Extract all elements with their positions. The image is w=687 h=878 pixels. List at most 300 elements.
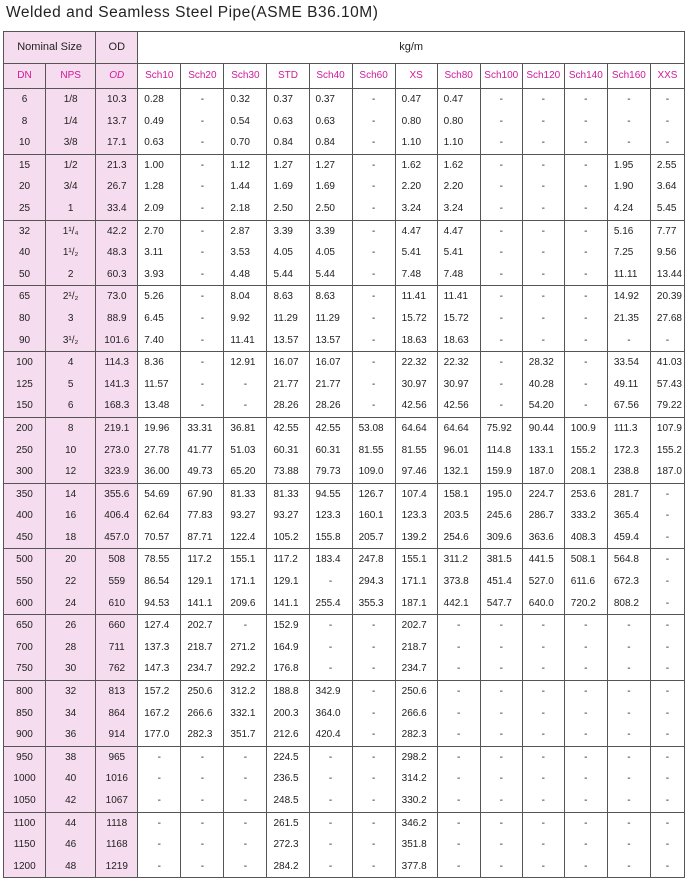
table-cell: 171.1: [395, 571, 437, 593]
table-cell: -: [480, 374, 522, 396]
table-cell: -: [564, 308, 607, 330]
table-cell: 5.41: [395, 242, 437, 264]
table-cell: 41.77: [181, 440, 224, 462]
table-cell: -: [437, 615, 480, 637]
table-cell: 508: [96, 549, 138, 571]
table-cell: -: [437, 724, 480, 746]
table-cell: 342.9: [309, 681, 352, 703]
table-cell: -: [181, 834, 224, 856]
table-cell: -: [352, 637, 395, 659]
column-header: Sch100: [480, 64, 522, 89]
table-cell: 4.24: [607, 198, 650, 220]
table-cell: 18.63: [437, 330, 480, 352]
table-cell: -: [522, 658, 564, 680]
table-cell: 10: [4, 132, 46, 154]
table-cell: 309.6: [480, 527, 522, 549]
table-cell: -: [138, 746, 181, 768]
table-cell: 0.84: [309, 132, 352, 154]
table-cell: 1.00: [138, 154, 181, 176]
table-cell: -: [522, 856, 564, 878]
table-cell: -: [352, 856, 395, 878]
table-cell: 2.20: [437, 176, 480, 198]
table-cell: 133.1: [522, 440, 564, 462]
table-cell: 13.7: [96, 111, 138, 133]
table-cell: -: [607, 703, 650, 725]
table-cell: 10: [46, 440, 96, 462]
table-cell: -: [138, 834, 181, 856]
table-cell: 1.27: [267, 154, 309, 176]
table-cell: 15.72: [437, 308, 480, 330]
table-cell: -: [352, 395, 395, 417]
table-cell: 254.6: [437, 527, 480, 549]
table-cell: 12: [46, 461, 96, 483]
table-cell: -: [352, 286, 395, 308]
table-cell: -: [607, 330, 650, 352]
table-cell: -: [650, 615, 684, 637]
table-cell: -: [352, 834, 395, 856]
table-cell: 3/8: [46, 132, 96, 154]
table-cell: -: [522, 790, 564, 812]
table-cell: -: [650, 483, 684, 505]
table-cell: 451.4: [480, 571, 522, 593]
table-cell: 300: [4, 461, 46, 483]
table-row: [4, 505, 685, 527]
table-cell: 100.9: [564, 417, 607, 439]
table-cell: 8: [4, 111, 46, 133]
table-cell: -: [564, 768, 607, 790]
table-cell: -: [564, 374, 607, 396]
table-cell: 94.53: [138, 593, 181, 615]
table-cell: 64.64: [395, 417, 437, 439]
table-cell: -: [352, 264, 395, 286]
table-cell: 1016: [96, 768, 138, 790]
table-cell: -: [522, 637, 564, 659]
table-cell: -: [607, 89, 650, 111]
table-cell: 0.37: [267, 89, 309, 111]
table-cell: -: [650, 111, 684, 133]
table-cell: -: [522, 330, 564, 352]
table-cell: 203.5: [437, 505, 480, 527]
table-cell: 164.9: [267, 637, 309, 659]
table-cell: 93.27: [224, 505, 267, 527]
table-cell: -: [437, 658, 480, 680]
table-cell: 209.6: [224, 593, 267, 615]
table-cell: 1.28: [138, 176, 181, 198]
table-cell: 90.44: [522, 417, 564, 439]
table-cell: 610: [96, 593, 138, 615]
table-cell: 7.40: [138, 330, 181, 352]
column-header: OD: [96, 64, 138, 89]
table-cell: 155.1: [224, 549, 267, 571]
table-cell: 1000: [4, 768, 46, 790]
table-cell: -: [224, 768, 267, 790]
table-cell: 1050: [4, 790, 46, 812]
column-header-row: [4, 64, 685, 89]
table-row: [4, 132, 685, 154]
table-cell: 2.09: [138, 198, 181, 220]
table-cell: -: [564, 703, 607, 725]
table-cell: 2.50: [267, 198, 309, 220]
table-cell: 22.32: [395, 352, 437, 374]
table-cell: -: [650, 703, 684, 725]
table-cell: -: [480, 308, 522, 330]
table-cell: -: [309, 571, 352, 593]
table-cell: 273.0: [96, 440, 138, 462]
table-cell: -: [607, 768, 650, 790]
table-cell: -: [564, 352, 607, 374]
table-cell: -: [480, 132, 522, 154]
table-cell: -: [564, 724, 607, 746]
table-cell: 236.5: [267, 768, 309, 790]
table-cell: 20.39: [650, 286, 684, 308]
table-cell: 1/4: [46, 111, 96, 133]
table-cell: 1.90: [607, 176, 650, 198]
table-cell: 11.41: [224, 330, 267, 352]
table-cell: 155.1: [395, 549, 437, 571]
table-cell: 100: [4, 352, 46, 374]
table-cell: 126.7: [352, 483, 395, 505]
table-cell: -: [650, 593, 684, 615]
table-cell: -: [437, 856, 480, 878]
table-cell: 281.7: [607, 483, 650, 505]
table-cell: -: [607, 790, 650, 812]
table-cell: 3/4: [46, 176, 96, 198]
table-row: [4, 527, 685, 549]
table-cell: 6: [4, 89, 46, 111]
table-cell: 298.2: [395, 746, 437, 768]
table-cell: 187.0: [522, 461, 564, 483]
table-cell: -: [564, 132, 607, 154]
table-cell: 218.7: [395, 637, 437, 659]
table-cell: -: [480, 242, 522, 264]
table-cell: 202.7: [181, 615, 224, 637]
table-cell: 94.55: [309, 483, 352, 505]
table-cell: 8.63: [309, 286, 352, 308]
table-cell: 122.4: [224, 527, 267, 549]
table-cell: 28.26: [267, 395, 309, 417]
column-header: XXS: [650, 64, 684, 89]
table-cell: -: [607, 637, 650, 659]
table-cell: -: [480, 768, 522, 790]
table-cell: -: [437, 703, 480, 725]
table-cell: 88.9: [96, 308, 138, 330]
table-cell: -: [138, 790, 181, 812]
table-row: [4, 703, 685, 725]
table-cell: 212.6: [267, 724, 309, 746]
table-cell: 1.69: [309, 176, 352, 198]
table-cell: -: [522, 220, 564, 242]
table-cell: 21.77: [309, 374, 352, 396]
table-cell: 53.08: [352, 417, 395, 439]
table-cell: 218.7: [181, 637, 224, 659]
table-row: [4, 724, 685, 746]
table-cell: 420.4: [309, 724, 352, 746]
table-cell: -: [181, 790, 224, 812]
table-cell: 70.57: [138, 527, 181, 549]
table-cell: 11.57: [138, 374, 181, 396]
table-cell: 49.73: [181, 461, 224, 483]
table-row: [4, 374, 685, 396]
table-cell: 314.2: [395, 768, 437, 790]
table-cell: 48: [46, 856, 96, 878]
table-row: [4, 220, 685, 242]
table-cell: -: [181, 286, 224, 308]
table-cell: 564.8: [607, 549, 650, 571]
table-cell: 32: [46, 681, 96, 703]
table-cell: 1/8: [46, 89, 96, 111]
table-cell: -: [352, 681, 395, 703]
table-cell: 282.3: [395, 724, 437, 746]
table-cell: -: [522, 703, 564, 725]
table-cell: 36.00: [138, 461, 181, 483]
table-cell: 107.9: [650, 417, 684, 439]
table-cell: 40.28: [522, 374, 564, 396]
table-cell: 4.05: [267, 242, 309, 264]
table-cell: -: [564, 812, 607, 834]
table-cell: 250.6: [395, 681, 437, 703]
table-cell: -: [352, 790, 395, 812]
table-cell: 44: [46, 812, 96, 834]
table-cell: 1.27: [309, 154, 352, 176]
table-cell: -: [309, 834, 352, 856]
table-cell: -: [181, 111, 224, 133]
table-cell: 2.55: [650, 154, 684, 176]
table-cell: -: [480, 681, 522, 703]
table-cell: -: [224, 615, 267, 637]
table-cell: 0.47: [437, 89, 480, 111]
table-cell: 111.3: [607, 417, 650, 439]
table-cell: 720.2: [564, 593, 607, 615]
table-cell: -: [564, 834, 607, 856]
table-cell: -: [522, 198, 564, 220]
table-cell: 73.88: [267, 461, 309, 483]
table-cell: 28.26: [309, 395, 352, 417]
table-cell: 155.2: [564, 440, 607, 462]
table-row: [4, 812, 685, 834]
table-cell: 26: [46, 615, 96, 637]
table-cell: -: [607, 111, 650, 133]
table-cell: 40: [4, 242, 46, 264]
table-cell: 6.45: [138, 308, 181, 330]
table-cell: 26.7: [96, 176, 138, 198]
table-cell: 0.84: [267, 132, 309, 154]
table-cell: -: [352, 703, 395, 725]
table-cell: -: [352, 308, 395, 330]
table-cell: 373.8: [437, 571, 480, 593]
table-cell: 3.53: [224, 242, 267, 264]
pipe-weight-table: [3, 31, 685, 878]
table-cell: -: [480, 89, 522, 111]
table-cell: 21.35: [607, 308, 650, 330]
table-cell: 1.62: [437, 154, 480, 176]
table-cell: 73.0: [96, 286, 138, 308]
table-cell: 559: [96, 571, 138, 593]
table-cell: -: [437, 790, 480, 812]
table-cell: 33.31: [181, 417, 224, 439]
table-cell: -: [564, 615, 607, 637]
od-header: OD: [96, 32, 138, 64]
table-cell: -: [650, 724, 684, 746]
table-cell: 79.73: [309, 461, 352, 483]
table-cell: 155.2: [650, 440, 684, 462]
table-cell: 176.8: [267, 658, 309, 680]
table-cell: -: [352, 198, 395, 220]
table-cell: -: [650, 746, 684, 768]
table-cell: -: [224, 746, 267, 768]
table-cell: 965: [96, 746, 138, 768]
table-cell: 1118: [96, 812, 138, 834]
table-cell: 286.7: [522, 505, 564, 527]
table-cell: 312.2: [224, 681, 267, 703]
table-cell: -: [181, 812, 224, 834]
table-cell: -: [224, 856, 267, 878]
table-cell: 208.1: [564, 461, 607, 483]
table-cell: 117.2: [181, 549, 224, 571]
table-cell: 442.1: [437, 593, 480, 615]
table-cell: 97.46: [395, 461, 437, 483]
table-cell: 2.70: [138, 220, 181, 242]
table-cell: 3.24: [395, 198, 437, 220]
table-cell: 255.4: [309, 593, 352, 615]
table-cell: 5.44: [309, 264, 352, 286]
table-cell: 75.92: [480, 417, 522, 439]
table-cell: -: [522, 89, 564, 111]
table-cell: -: [522, 286, 564, 308]
table-cell: -: [181, 768, 224, 790]
table-cell: -: [522, 746, 564, 768]
table-cell: 224.7: [522, 483, 564, 505]
table-cell: 238.8: [607, 461, 650, 483]
table-cell: 0.47: [395, 89, 437, 111]
column-header: Sch140: [564, 64, 607, 89]
table-cell: 11.11: [607, 264, 650, 286]
table-cell: -: [564, 395, 607, 417]
table-cell: -: [522, 264, 564, 286]
table-cell: -: [352, 374, 395, 396]
table-cell: 1¹/₄: [46, 220, 96, 242]
table-cell: -: [522, 681, 564, 703]
table-cell: 351.7: [224, 724, 267, 746]
table-row: [4, 549, 685, 571]
table-cell: -: [352, 220, 395, 242]
table-cell: 5.16: [607, 220, 650, 242]
table-cell: 16: [46, 505, 96, 527]
table-row: [4, 330, 685, 352]
table-cell: -: [181, 330, 224, 352]
unit-header: kg/m: [138, 32, 685, 64]
table-cell: -: [564, 637, 607, 659]
table-cell: 271.2: [224, 637, 267, 659]
table-cell: 611.6: [564, 571, 607, 593]
table-cell: 114.8: [480, 440, 522, 462]
table-cell: 3.11: [138, 242, 181, 264]
table-cell: -: [437, 681, 480, 703]
table-cell: -: [352, 132, 395, 154]
table-cell: 660: [96, 615, 138, 637]
table-cell: -: [352, 352, 395, 374]
table-cell: -: [480, 856, 522, 878]
table-cell: -: [650, 856, 684, 878]
table-cell: 80: [4, 308, 46, 330]
table-cell: -: [480, 834, 522, 856]
table-cell: 177.0: [138, 724, 181, 746]
table-cell: 3: [46, 308, 96, 330]
table-cell: 205.7: [352, 527, 395, 549]
table-cell: -: [309, 746, 352, 768]
table-cell: 0.49: [138, 111, 181, 133]
column-header: XS: [395, 64, 437, 89]
table-cell: -: [650, 681, 684, 703]
table-cell: 22.32: [437, 352, 480, 374]
table-cell: -: [480, 264, 522, 286]
table-cell: 250: [4, 440, 46, 462]
table-cell: 202.7: [395, 615, 437, 637]
table-cell: -: [650, 89, 684, 111]
table-cell: 224.5: [267, 746, 309, 768]
table-cell: 600: [4, 593, 46, 615]
table-cell: 0.63: [267, 111, 309, 133]
table-cell: 4.48: [224, 264, 267, 286]
table-cell: 160.1: [352, 505, 395, 527]
table-cell: 527.0: [522, 571, 564, 593]
table-cell: -: [181, 308, 224, 330]
table-cell: 4.47: [437, 220, 480, 242]
table-cell: 141.1: [181, 593, 224, 615]
table-cell: 48.3: [96, 242, 138, 264]
table-cell: 7.48: [395, 264, 437, 286]
table-cell: -: [480, 615, 522, 637]
table-cell: -: [564, 242, 607, 264]
table-cell: 408.3: [564, 527, 607, 549]
table-cell: -: [607, 746, 650, 768]
table-cell: 28.32: [522, 352, 564, 374]
table-cell: 11.29: [267, 308, 309, 330]
table-cell: 81.33: [267, 483, 309, 505]
table-cell: -: [522, 176, 564, 198]
table-cell: 117.2: [267, 549, 309, 571]
table-cell: 14.92: [607, 286, 650, 308]
table-cell: -: [522, 308, 564, 330]
table-cell: 60.31: [309, 440, 352, 462]
table-cell: 266.6: [181, 703, 224, 725]
table-cell: -: [650, 812, 684, 834]
table-cell: 187.1: [395, 593, 437, 615]
table-row: [4, 440, 685, 462]
table-cell: 808.2: [607, 593, 650, 615]
table-cell: 36: [46, 724, 96, 746]
table-cell: 152.9: [267, 615, 309, 637]
table-cell: 109.0: [352, 461, 395, 483]
table-cell: -: [564, 154, 607, 176]
table-cell: 2.18: [224, 198, 267, 220]
table-cell: 9.92: [224, 308, 267, 330]
table-row: [4, 615, 685, 637]
table-cell: 400: [4, 505, 46, 527]
table-cell: 9.56: [650, 242, 684, 264]
column-header: DN: [4, 64, 46, 89]
table-cell: 129.1: [267, 571, 309, 593]
table-cell: 3.39: [309, 220, 352, 242]
table-cell: 171.1: [224, 571, 267, 593]
table-cell: -: [607, 834, 650, 856]
table-cell: 32: [4, 220, 46, 242]
table-cell: 253.6: [564, 483, 607, 505]
table-cell: 1: [46, 198, 96, 220]
table-cell: 640.0: [522, 593, 564, 615]
table-cell: -: [181, 264, 224, 286]
table-cell: 20: [4, 176, 46, 198]
table-cell: -: [181, 746, 224, 768]
